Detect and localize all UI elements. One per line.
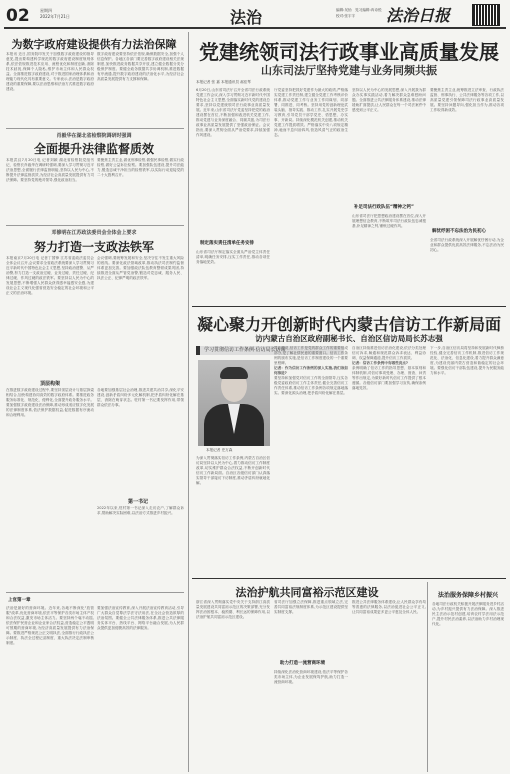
left-article-2-text: 本报武汉7月20日电 记者刘颖 湖北省检察院党组书记、检察长肖毅华在调研时强调,要深入学习贯彻习近平法治思想,全面履行法律监督职能,坚持以人民为中心,不断提升法律监督质效,为经济社会高质量发展提供有力司法保障。要坚持党的绝对领导,强化政治担当。: [6, 158, 94, 182]
paper-logo: 法治日报: [386, 6, 451, 25]
feature-banner: 学习贯彻信访工作条例·信访局长访谈: [196, 346, 344, 355]
lead-col-2: 厅党委坚持把抓好党建作为最大的政绩,严格落实党建工作责任制,建立健全党建工作考核评价体系,推动党建工作与业务工作同谋划、同部署、同推进、同考核。坚持用党的创新理论武装头脑、指导实践、推动工作,扎实开展党史学习教育,引导党员干部学党史、悟思想、办实事、开新局。持续深化模范机关创建,推动机关党建工作提质增效。严格落实中央八项规定精神,驰而不息纠治四风,营造风清气正的政治生态。: [274, 88, 348, 137]
masthead-rule: [4, 27, 506, 29]
lead-subhead-b: 补足司法行政队伍“精神之钙”: [354, 205, 414, 210]
left-article-3-text: 本报南京7月20日电 记者丁国锋 江苏省委政法委员会全体会议召开,会议要求全省政法系统要深入学习贯彻习近平新时代中国特色社会主义思想,坚持政治建警、从严治警,努力打造一支政治过硬、业务过硬、责任过硬、纪律过硬、作风过硬的政法铁军。要坚持以人民为中心的发展思想,不断增强人民群众获得感幸福感安全感,为建设社会主义现代化强省营造安全稳定的社会环境和公平正义的法治环境。: [6, 256, 94, 295]
feature-question-1: 记者：作为信访工作条例的深入实施,我们该如何推进?: [274, 366, 348, 375]
feature-bottom-rule: [192, 578, 506, 579]
left-headline-2: 全面提升法律监督质效: [33, 142, 154, 156]
left-article-1-text-b: 数字政府建设要坚持依法依规,确保数据安全,加强个人信息保护。各地区各部门要完善数字政府建设相关法规制度,加快推进政务数据共享开放,建立健全数据分类分级保护制度。要健全政务数据共享协调机制,推进数据有序流通,提升数字政府建设的法治化水平,为经济社会高质量发展提供有力支撑和保障。: [97, 52, 184, 81]
editors: 编辑:吴怡 见习编辑:冉诗悦: [336, 8, 382, 12]
lead-bottom-rule: [192, 306, 506, 307]
left-subhead-1: 顶层构架: [40, 381, 61, 387]
portrait-hair: [220, 367, 248, 379]
bottom-subhead: 助力打造一流营商环境: [280, 661, 325, 666]
lead-col-3: 坚持以人民为中心的发展思想,深入开展我为群众办实事实践活动,着力解决群众急难愁盼问题。全面推进公共法律服务体系建设,推动法律援助扩面提质,让人民群众在每一个司法案件中感受到公平正义。: [352, 88, 426, 112]
lead-col-1: 6月20日,山东省司法厅召开全省司法行政系统党建工作会议,深入学习贯彻习近平新时代中国特色社会主义思想,全面落实新时代党的建设总要求,坚持以党建统领司法行政事业高质量发展。近年来,山东省司法厅党委坚持把党的政治建设摆在首位,不断加强和改进机关党建工作,推动党建与业务深度融合、同频共振,为司法行政事业高质量发展提供了坚强政治保证。会议指出,要深入贯彻全面从严治党要求,持续加强作风建设。: [196, 88, 270, 137]
left-column-title: 上官第一章: [8, 598, 31, 603]
photo-caption: 本报记者 史万森: [206, 448, 233, 452]
bottom-right-headline: 法治服务保障乡村振兴: [437, 592, 498, 599]
left-headline-3: 努力打造一支政法铁军: [33, 240, 154, 254]
left-article-2-text-b: 要聚焦主责主业,做优刑事检察,做强民事检察,做实行政检察,做好公益诉讼检察。要加强队伍建设,提升司法能力,锻造忠诚干净担当的检察铁军,以实际行动迎接党的二十大胜利召开。: [97, 158, 184, 177]
feature-subheadline: 访内蒙古自治区政府副秘书长、自治区信访局局长苏志强: [255, 334, 443, 343]
lead-col-4-b: 全省司法行政系统深入开展解忧纾困行动,为企业和群众提供优质高效法律服务,不忘法治为民初心。: [430, 238, 504, 252]
bottom-col-2-b: 持续深化法治化营商环境建设,依法平等保护各类市场主体,为企业发展保驾护航,助力打造一流营商环境。: [274, 670, 348, 684]
left-kicker-2: 肖毅华在湖北省检察院调研时强调: [56, 133, 132, 139]
left-divider-1: [6, 128, 184, 129]
left-divider-2: [6, 225, 184, 226]
bottom-headline: 法治护航共同富裕示范区建设: [235, 586, 379, 599]
edition-date: 2022年7月21日: [40, 14, 70, 19]
bottom-col-1: 浙江省深入贯彻落实党中央关于支持浙江高质量发展建设共同富裕示范区的决策部署,充分发挥法治固根本、稳预期、利长远的保障作用,以法治护航共同富裕示范区建设。: [196, 600, 270, 619]
lead-byline: 本报记者 张 嘉 本报通讯员 郝佳琴: [196, 80, 251, 84]
bottom-right-border: [427, 582, 428, 772]
portrait-photo: [198, 360, 270, 446]
feature-headline: 凝心聚力开创新时代内蒙古信访工作新局面: [196, 315, 501, 334]
section-title: 法治: [230, 8, 263, 27]
left-article-5-text: 法治是最好的营商环境。近年来,各地不断深化"放管服"改革,优化营商环境,依法平等保护各类市场主体产权和合法权益,激发市场主体活力。要坚持两个毫不动摇,依法保护民营企业和企业家合法权益,营造稳定公平透明可预期的营商环境,为经济高质量发展提供有力法治保障。要推进严格规范公正文明执法,全面推行行政执法公示制度、执法全过程记录制度、重大执法决定法制审核制度。: [6, 606, 94, 645]
bottom-right-col: 各地司法行政机关积极开展法律服务进乡村活动,为乡村振兴提供有力法治保障。深入推进民主法治示范村创建,培育农村学法用法示范户,提升村民法治素养,以法治助力乡村治理现代化。: [432, 602, 504, 626]
feature-col-2: 苏志强说,信访工作是党的群众工作的重要组成部分,是了解社情民意的重要窗口。信访工作条例的颁布实施,是信访工作制度建设的一个重要里程碑。 记者：作为信访工作条例的深入实施,我们该如何推进? 要坚持和加强党对信访工作的全面领导,压实各级党委政府信访工作主体责任,健全完善信访工作责任体系,推动信访工作条例各项规定落地落实。要深化源头治理,把矛盾纠纷化解在基层。: [274, 346, 348, 395]
left-article-4-text-c: 2022年以来,驻村第一书记深入走访农户,了解群众诉求,帮助解决实际困难,以法治方式推进乡村振兴。: [97, 506, 184, 515]
left-article-4-text-b: 各地要加强基层社会治理,推进共建共治共享,深化平安建设,创新矛盾纠纷多元化解机制,把矛盾纠纷化解在基层、消除在萌芽状态。驻村第一书记要发挥作用,带领群众依法办事。: [97, 388, 184, 407]
left-column-border: [188, 32, 189, 772]
feature-col-3: 自治区持续推进信访法治化建设,依法分类处理信访诉求,畅通和规范群众诉求表达、利益协调、权益保障通道,提升信访工作质效。 记者：信访工作条例中有哪些亮点? 条例明确了信访工作的指导思想、基本原则和体制机制,对信访事项受理、办理、督查、问责等作出规定,为做好新时代信访工作提供了根本遵循。各级信访部门要加强学习宣传,确保条例落地见效。: [352, 346, 426, 390]
lead-subhead-c: 解忧纾困不忘法治为民初心: [432, 229, 486, 234]
left-article-4-text: 在推进数字政府建设过程中,要坚持顶层设计与基层探索相结合,加快构建协同高效的数字政府体系。要推进政务服务标准化、规范化、便利化,全面提升政务服务水平。要加强数字政府建设法治保障,推动形成适应数字化发展的法律制度体系,依法保护数据权益,促进数据有序流动和合理利用。: [6, 388, 94, 417]
lead-subhead-a: 制定落实责任清单任务安排: [200, 241, 254, 246]
left-headline-1: 为数字政府建设提供有力法治保障: [11, 38, 177, 51]
proofreader: 校对:张宇宇: [336, 14, 356, 18]
lead-col-3-b: 山东省司法厅把思想政治建设摆在首位,深入开展理想信念教育,不断筑牢司法行政队伍忠诚根基,补足精神之钙,锤炼过硬作风。: [352, 214, 426, 228]
bottom-col-2: 省司法厅加强立法保障,推进重点领域立法,完善共同富裕法规制度体系,为示范区建设提供坚实制度支撑。: [274, 600, 348, 614]
page-number: 02: [6, 6, 30, 26]
feature-question-2: 记者：信访工作条例中有哪些亮点?: [352, 361, 408, 365]
lead-col-4: 要聚焦主责主业,统筹推进立法审查、行政执法监督、刑事执行、公共法律服务等各项工作,以高质量党建引领保障司法行政事业高质量发展。要坚持问题导向,强化担当作为,推动各项工作取得新成效。: [430, 88, 504, 112]
left-kicker-3: 邓修明在江苏政法委员会全体会上要求: [51, 230, 137, 236]
bottom-col-3: 推进公共法律服务体系建设,让人民群众享有均等普惠的法律服务,以法治促进社会公平正义,让共同富裕成果更多更公平惠及全体人民。: [352, 600, 426, 614]
qr-code-icon: [472, 4, 500, 26]
feature-col-1: 为深入贯彻落实信访工作条例,内蒙古自治区信访局坚持以人民为中心,着力推动信访工作制度改革,切实维护群众合法权益,不断开创新时代信访工作新局面。自治区各级信访部门认真落实领导干部接访下访制度,推动矛盾纠纷就地化解。: [196, 456, 270, 485]
left-subhead-2: 第一书记: [128, 499, 149, 505]
edition-weekday: 星期四: [40, 8, 52, 13]
lead-subheadline: 山东司法厅坚持党建与业务同频共振: [261, 64, 437, 77]
feature-col-4: 下一步,自治区信访局将坚持和发展新时代枫桥经验,健全完善信访工作机制,推进信访工作规范化、法治化、信息化建设,着力提升群众满意度,为建设亮丽内蒙古营造和谐稳定的社会环境。要强化信访干部队伍建设,提升为民服务能力和水平。: [430, 346, 504, 375]
lead-headline: 党建统领司法行政事业高质量发展: [199, 40, 499, 64]
lead-col-1-b: 山东省司法厅制定落实全面从严治党主体责任清单,明确任务安排,压实工作责任,推动各项任务落地见效。: [196, 250, 270, 264]
left-article-3-text-b: 会议强调,要统筹发展和安全,坚决守住不发生重大风险的底线。要深化政法领域改革,推动执法司法制约监督体系更加完善。要加强政法队伍教育整顿成果巩固,持续推进全面从严管党治警,锻造对党忠诚、服务人民、执法公正、纪律严明的政法铁军。: [97, 256, 184, 280]
left-article-1-text: 本报讯 近日,国务院印发关于加强数字政府建设的指导意见,提出要构建科学规范的数字政府建设制度规则体系,依法依规推进技术应用、流程优化和制度创新,消除技术歧视,保障个人隐私,维护市场主体和人民群众权益。全面推进数字政府建设,对于推进国家治理体系和治理能力现代化具有重要意义。专家表示,法治是数字政府建设的重要保障,要以法治思维和法治方式推进数字政府建设。: [6, 52, 94, 91]
left-divider-3: [6, 592, 184, 593]
left-article-5-text-b: 要加强法治宣传教育,深入开展法治宣传教育活动,引导广大群众自觉尊法学法守法用法,在全社会营造浓厚的法治氛围。要健全公共法律服务体系,推进公共法律服务实体平台、热线平台、网络平台融合发展,为人民群众提供更加便捷高效的法律服务。: [97, 606, 184, 630]
